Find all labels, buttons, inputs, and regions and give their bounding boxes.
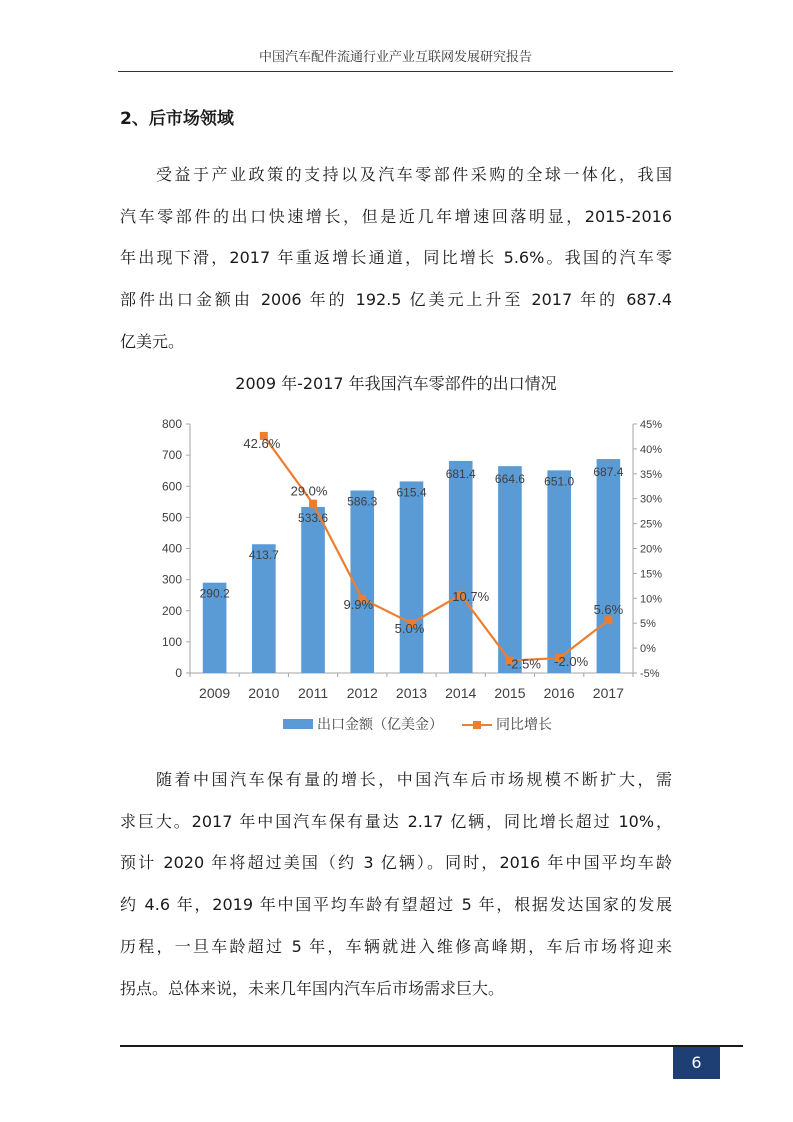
growth-point-2011 (309, 500, 317, 508)
x-tick-label: 2009 (199, 685, 231, 701)
paragraph-line: 受益于产业政策的支持以及汽车零部件采购的全球一体化，我国 (156, 165, 672, 184)
paragraph-2 (120, 759, 672, 1009)
y-left-tick-label: 300 (161, 572, 182, 587)
x-tick-label: 2011 (298, 685, 329, 701)
x-tick-label: 2015 (494, 685, 526, 701)
y-right-tick-label: 40% (640, 443, 663, 456)
page-number: 6 (673, 1047, 720, 1079)
y-right-tick-label: 10% (640, 593, 663, 606)
x-tick-label: 2016 (543, 685, 575, 701)
y-left-tick-label: 200 (161, 603, 182, 618)
y-left-tick-label: 100 (161, 634, 182, 649)
growth-label: -2.5% (506, 656, 541, 672)
section-title: 2、后市场领域 (120, 109, 234, 129)
bar-label: 533.6 (298, 510, 329, 525)
legend-marker-growth (473, 721, 481, 729)
x-tick-label: 2013 (395, 685, 428, 701)
paragraph-1 (120, 154, 672, 363)
bar-2017 (597, 459, 621, 673)
x-tick-label: 2017 (592, 685, 624, 701)
y-left-tick-label: 700 (161, 448, 182, 463)
bar-2010 (252, 544, 276, 673)
bar-label: 615.4 (396, 485, 427, 500)
y-left-tick-label: 500 (161, 510, 182, 525)
footer-rule (120, 1045, 743, 1047)
y-right-tick-label: 30% (640, 493, 663, 506)
paragraph-line: 汽车零部件的出口快速增长，但是近几年增速回落明显，2015-2016 (120, 206, 672, 226)
export-chart (140, 408, 680, 738)
y-right-tick-label: 35% (640, 468, 663, 481)
bar-label: 290.2 (199, 586, 230, 601)
paragraph-line: 随着中国汽车保有量的增长，中国汽车后市场规模不断扩大，需 (156, 770, 672, 789)
legend-swatch-export (283, 719, 313, 729)
growth-label: 10.7% (452, 588, 490, 604)
bar-2016 (547, 470, 571, 673)
y-right-tick-label: 25% (640, 518, 663, 531)
bar-2013 (400, 481, 424, 673)
y-right-tick-label: 15% (640, 568, 663, 581)
y-left-tick-label: 0 (175, 666, 182, 680)
paragraph-line: 约 4.6 年，2019 年中国平均车龄有望超过 5 年，根据发达国家的发展 (120, 895, 672, 915)
growth-label: 9.9% (343, 596, 374, 612)
paragraph-line: 拐点。总体来说，未来几年国内汽车后市场需求巨大。 (120, 978, 505, 998)
legend-label-growth: 同比增长 (496, 716, 552, 732)
bar-label: 681.4 (445, 466, 476, 481)
x-tick-label: 2010 (248, 685, 280, 701)
legend-label-export: 出口金额（亿美金） (317, 716, 443, 732)
growth-point-2017 (604, 616, 612, 624)
bar-label: 687.4 (593, 465, 624, 480)
y-right-tick-label: 20% (640, 543, 663, 556)
bar-label: 586.3 (347, 494, 378, 509)
y-left-tick-label: 600 (161, 479, 182, 494)
y-left-tick-label: 400 (161, 541, 182, 556)
header-rule (118, 71, 673, 72)
paragraph-line: 亿美元。 (120, 331, 185, 351)
bar-2015 (498, 466, 522, 673)
growth-label: 5.0% (394, 621, 425, 637)
paragraph-line: 部件出口金额由 2006 年的 192.5 亿美元上升至 2017 年的 687.4 (120, 290, 672, 310)
y-right-tick-label: -5% (640, 668, 660, 680)
bar-2011 (301, 507, 325, 673)
y-right-tick-label: 0% (640, 643, 656, 656)
y-right-tick-label: 5% (640, 618, 656, 631)
page-header: 中国汽车配件流通行业产业互联网发展研究报告 (258, 50, 532, 65)
growth-label: 42.6% (243, 435, 281, 451)
paragraph-line: 年出现下滑，2017 年重返增长通道，同比增长 5.6%。我国的汽车零 (120, 248, 672, 268)
bar-label: 413.7 (248, 548, 279, 563)
x-tick-label: 2014 (445, 685, 477, 701)
growth-label: 29.0% (290, 483, 328, 499)
growth-label: -2.0% (554, 654, 589, 670)
y-left-tick-label: 800 (161, 417, 182, 431)
bar-label: 664.6 (494, 472, 525, 487)
paragraph-line: 历程，一旦车龄超过 5 年，车辆就进入维修高峰期，车后市场将迎来 (120, 936, 672, 956)
x-tick-label: 2012 (346, 685, 378, 701)
paragraph-line: 预计 2020 年将超过美国（约 3 亿辆）。同时，2016 年中国平均车龄 (120, 853, 672, 873)
chart-title: 2009 年-2017 年我国汽车零部件的出口情况 (235, 374, 557, 393)
bar-label: 651.0 (544, 474, 575, 489)
bar-2014 (449, 461, 473, 673)
growth-label: 5.6% (593, 602, 624, 618)
paragraph-line: 求巨大。2017 年中国汽车保有量达 2.17 亿辆，同比增长超过 10%， (120, 811, 672, 831)
y-right-tick-label: 45% (640, 419, 663, 431)
